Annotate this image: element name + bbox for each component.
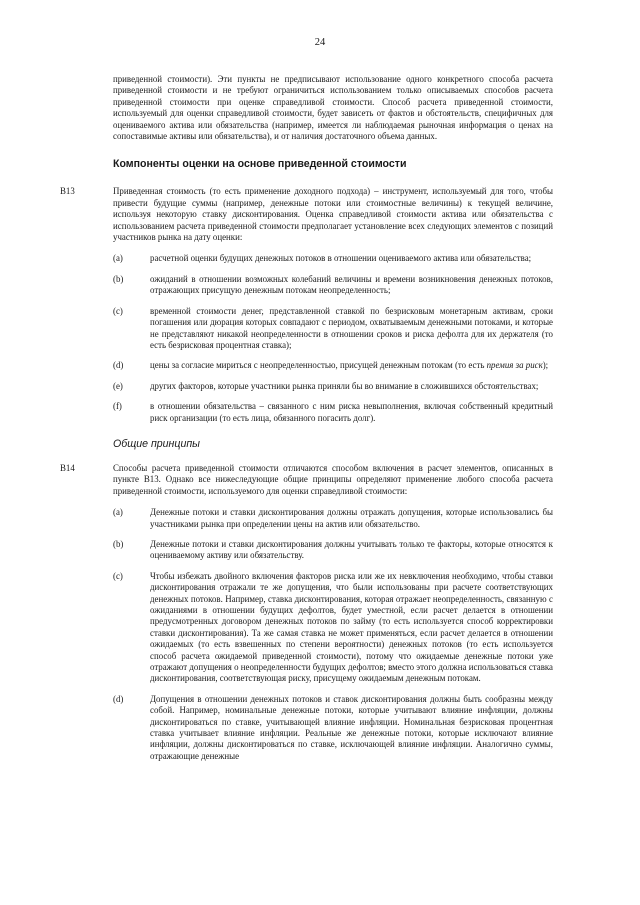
paragraph-number: B13 bbox=[60, 186, 75, 197]
list-item-label: (d) bbox=[113, 693, 124, 704]
list-item-text: Допущения в отношении денежных потоков и ставок дисконтирования должны быть сообразны между собой. Например, номинальные денежные потоки, которые учитывают влияние инфляции, должны дисконтироваться по ставке, учитывающей влияние инфляции. Номинальная безрисковая процентная ставка учитывает влияние инфляции. Реальные же денежные потоки, которые исключают влияние инфляции, должны дисконтироваться по ставке, исключающей влияние инфляции. Аналогично суммы, отражающие денежные bbox=[150, 693, 553, 761]
list-item-text bbox=[150, 360, 553, 371]
list-item bbox=[113, 507, 553, 530]
text-run: ); bbox=[542, 360, 549, 371]
section-heading: Компоненты оценки на основе приведенной стоимости bbox=[113, 158, 407, 171]
list-item bbox=[113, 253, 553, 264]
list-item-label: (c) bbox=[113, 305, 123, 316]
italic-term: премия за риск bbox=[486, 360, 543, 371]
text-run: цены за согласие мириться с неопределенностью, присущей денежным потокам (то есть bbox=[150, 360, 487, 371]
list-item-label: (d) bbox=[113, 360, 124, 371]
list-item-text: других факторов, которые участники рынка приняли бы во внимание в сложившихся обстоятельствах; bbox=[150, 380, 539, 391]
list-item bbox=[113, 306, 553, 352]
list-item-text: ожиданий в отношении возможных колебаний величины и времени возникновения денежных потоков, отражающих присущую денежным потокам неопределенность; bbox=[150, 273, 553, 296]
list-item-text: расчетной оценки будущих денежных потоков в отношении оцениваемого актива или обязательства; bbox=[150, 253, 532, 264]
list-item-label: (a) bbox=[113, 507, 123, 518]
paragraph-number: B14 bbox=[60, 462, 75, 473]
list-item bbox=[113, 360, 553, 371]
list-item-text: в отношении обязательства – связанного с ним риска невыполнения, включая собственный кредитный риск организации (то есть лица, обязанного погасить долг). bbox=[150, 401, 553, 423]
paragraph-b13 bbox=[60, 186, 553, 243]
paragraph-text: Приведенная стоимость (то есть применение доходного подхода) – инструмент, используемый для того, чтобы привести будущие суммы (например, денежные потоки или стоимостные величины) к текущей величине, используя некоторую ставку дисконтирования. Оценка справедливой стоимости актива или обязательства с использованием расчета приведенной стоимости предполагает установление всех следующих элементов с позиций участников рынка на дату оценки: bbox=[113, 186, 553, 243]
list-item-text: Чтобы избежать двойного включения факторов риска или же их невключения необходимо, чтобы ставки дисконтирования отражали те же допущения, что были использованы при расчете соответствующих денежных потоков. Например, ставка дисконтирования, которая отражает неопределенность, связанную с ожиданиями в отношении будущих дефолтов, будет уместной, если расчет делается в отношении предусмотренных договором денежных потоков по займу (то есть используется способ корректировки ставки дисконтирования). Та же самая ставка не может применяться, если расчет делается в отношении ожидаемых (то есть взвешенных по степени вероятности) денежных потоков (то есть используется способ расчета ожидаемой приведенной стоимости), потому что ожидаемые денежные потоки уже отражают допущения о неопределенности будущих дефолтов; вместо этого должна использоваться ставка дисконтирования, соответствующая риску, присущему ожидаемым денежным потокам. bbox=[150, 570, 553, 684]
list-item bbox=[113, 539, 553, 562]
page-content bbox=[60, 74, 553, 771]
list-item bbox=[113, 694, 553, 762]
list-item-label: (a) bbox=[113, 253, 123, 264]
list-item bbox=[113, 274, 553, 297]
list-item bbox=[113, 381, 553, 392]
subsection-heading: Общие принципы bbox=[113, 437, 200, 450]
paragraph-b14 bbox=[60, 462, 553, 497]
page-number: 24 bbox=[314, 37, 326, 48]
list-item-label: (e) bbox=[113, 380, 123, 391]
list-item-text: Денежные потоки и ставки дисконтирования должны учитывать только те факторы, которые относятся к оцениваемому активу или обязательству. bbox=[150, 538, 553, 561]
list-item-text: временной стоимости денег, представленной ставкой по безрисковым монетарным активам, сроки погашения или дюрация которых совпадают с периодом, охватываемым денежными потоками, и которые не представляют никакой неопределенности в отношении сроков и риска дефолта для их держателя (то есть безрисковая процентная ставка); bbox=[150, 305, 553, 350]
intro-paragraph: приведенной стоимости). Эти пункты не предписывают использование одного конкретного способа расчета приведенной стоимости и не требуют ограничиться использованием только описываемых способов расчета приведенной стоимости при оценке справедливой стоимости. Способ расчета приведенной стоимости, используемый для оценки справедливой стоимости, будет зависеть от фактов и обстоятельств, специфичных для оцениваемого актива или обязательства (например, имеется ли наблюдаемая рыночная информация о ценах на сопоставимые активы или обязательства), и от наличия достаточного объема данных. bbox=[113, 74, 553, 142]
list-item-text: Денежные потоки и ставки дисконтирования должны отражать допущения, которые использовались бы участниками рынка при определении цены на актив или обязательство. bbox=[150, 507, 553, 529]
paragraph-text: Способы расчета приведенной стоимости отличаются способом включения в расчет элементов, описанных в пункте B13. Однако все нижеследующие общие принципы определяют применение любого способа расчета приведенной стоимости, используемого для оценки справедливой стоимости: bbox=[113, 462, 553, 496]
list-item-label: (c) bbox=[113, 570, 123, 581]
list-item bbox=[113, 571, 553, 685]
list-item-label: (f) bbox=[113, 401, 122, 412]
list-item-label: (b) bbox=[113, 538, 124, 549]
list-item bbox=[113, 401, 553, 424]
list-item-label: (b) bbox=[113, 273, 124, 284]
